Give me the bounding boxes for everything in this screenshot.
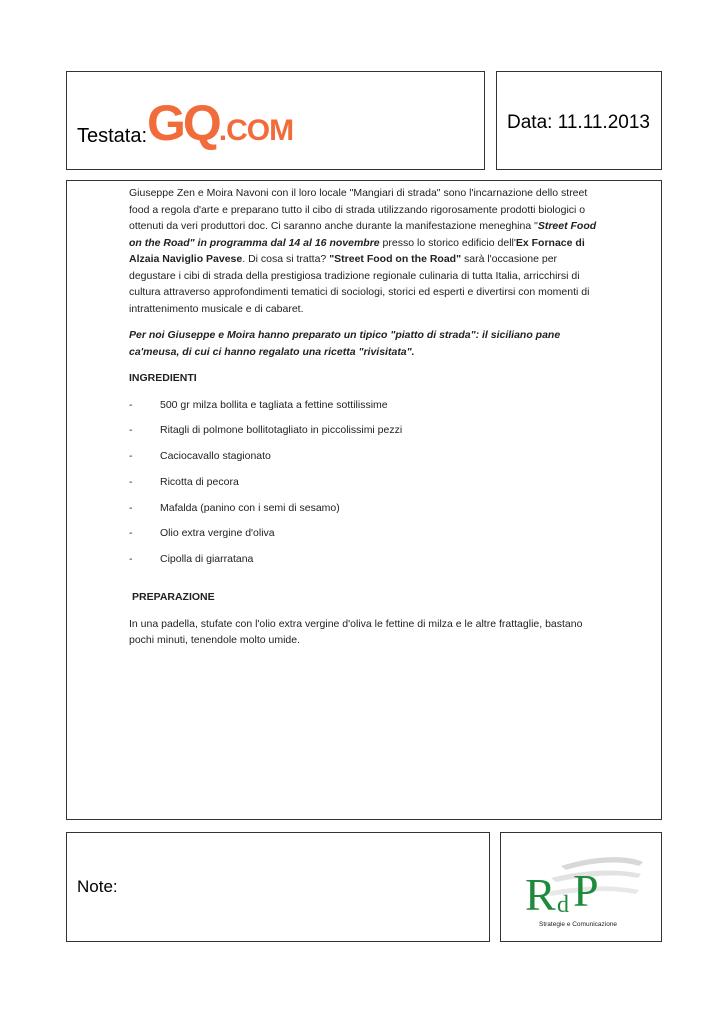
p1-text-g: sarà l'occasione per degustare i cibi di strada della prestigiosa tradizione regionale culinaria di tutta Italia, arricchirsi di cultura attraverso approfondimenti tematici di sociologi, storici ed esperti e divertirsi con momenti di intrattenimento musicale e di cabaret. [129, 253, 590, 315]
p1-text-e: . Di cosa si tratta? [242, 253, 330, 265]
preparation-text: In una padella, stufate con l'olio extra vergine d'oliva le fettine di milza e le altre frattaglie, bastano pochi minuti, tenendole molto umide. [129, 617, 583, 647]
gq-logo [147, 94, 293, 152]
article-paragraph-2: Per noi Giuseppe e Moira hanno preparato un tipico "piatto di strada": il siciliano pane ca'meusa, di cui ci hanno regalato una ricetta "rivisitata". [129, 329, 561, 358]
list-item: - 500 gr milza bollita e tagliata a fettine sottilissime [129, 397, 599, 423]
p1-text-c: presso lo storico edificio dell' [379, 236, 516, 249]
svg-text:R: R [525, 869, 556, 920]
p1-text-a: Giuseppe Zen e Moira Navoni con il loro locale "Mangiari di strada" sono l'incarnazione dello street food a regola d'arte e preparano tutto il cibo di strada utilizzando rigorosamente prodotti biologici o ottenuti da veri produttori doc. Ci saranno anche durante la manifestazione meneghina " [129, 187, 588, 232]
list-item: - Ritagli di polmone bollitotagliato in piccolissimi pezzi [129, 422, 599, 448]
svg-text:P: P [573, 865, 599, 916]
rdp-logo-box [500, 832, 662, 942]
note-box [66, 832, 490, 942]
svg-text:d: d [557, 892, 569, 918]
article-paragraph-1 [129, 185, 599, 317]
date-box [496, 71, 662, 170]
note-label: Note: [77, 877, 118, 896]
gq-logo-suffix: .COM [218, 114, 294, 147]
list-item: - Olio extra vergine d'oliva [129, 525, 599, 551]
p1-event-name: Street Food on the Road" in programma dal 14 al 16 novembre [129, 220, 597, 249]
ingredients-heading: INGREDIENTI [129, 372, 197, 384]
p1-venue: Ex Fornace di Alzaia Naviglio Pavese [129, 236, 585, 265]
testata-label: Testata: [77, 125, 148, 147]
testata-box [66, 71, 485, 170]
article-box [66, 180, 662, 820]
list-item: - Ricotta di pecora [129, 474, 599, 500]
list-item: - Mafalda (panino con i semi di sesamo) [129, 500, 599, 526]
ingredients-list [129, 397, 599, 578]
article-content [129, 185, 599, 659]
date-label: Data: 11.11.2013 [507, 112, 650, 133]
rdp-logo-tagline: Strategie e Comunicazione [539, 921, 618, 928]
list-item: - Cipolla di giarratana [129, 551, 599, 577]
preparation-heading: PREPARAZIONE [132, 591, 215, 604]
p1-event-name-2: "Street Food on the Road" [329, 253, 462, 265]
list-item: - Caciocavallo stagionato [129, 448, 599, 474]
gq-logo-main: GQ [147, 95, 219, 151]
rdp-logo [521, 848, 646, 933]
